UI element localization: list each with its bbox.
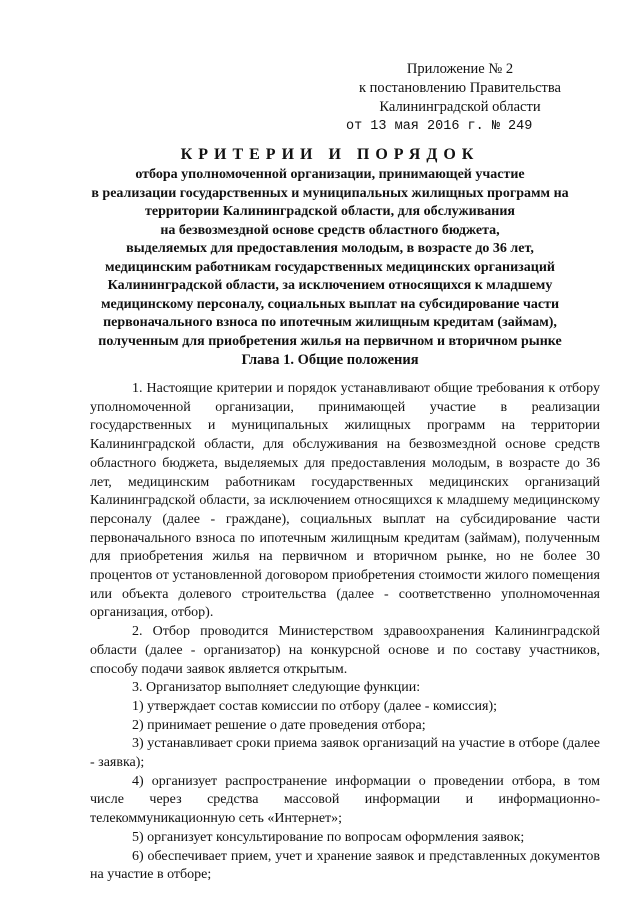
list-item: 6) обеспечивает прием, учет и хранение заявок и представленных документов на участие в отборе; [90, 848, 600, 883]
list-item: 2) принимает решение о дате проведения отбора; [132, 717, 426, 733]
paragraph: 3. Организатор выполняет следующие функции: [132, 680, 421, 696]
appendix-header [340, 60, 580, 136]
subtitle-line: медицинскому персоналу, социальных выплат на субсидирование части [100, 296, 560, 312]
appendix-region: Калининградской области [379, 99, 541, 115]
subtitle-line: отбора уполномоченной организации, принимающей участие [135, 167, 525, 182]
document-title: КРИТЕРИИ И ПОРЯДОК [180, 146, 480, 163]
subtitle-line: полученным для приобретения жилья на первичном и вторичном рынке [98, 333, 562, 349]
subtitle-line: первоначального взноса по ипотечным жилищным кредитам (займам), [103, 315, 557, 330]
list-item: 5) организует консультирование по вопросам оформления заявок; [132, 829, 525, 845]
subtitle-line: в реализации государственных и муниципальных жилищных программ на [91, 185, 569, 201]
list-item: 4) организует распространение информации о проведении отбора, в том числе через средства массовой информации и информационно-телекоммуникационную сеть «Интернет»; [90, 773, 600, 827]
chapter-title: Глава 1. Общие положения [241, 352, 419, 368]
document-title-block [70, 146, 590, 351]
document-subtitle [70, 166, 590, 351]
subtitle-line: выделяемых для предоставления молодым, в возрасте до 36 лет, [126, 241, 534, 256]
subtitle-line: Калининградской области, за исключением относящихся к младшему [107, 278, 553, 293]
paragraph: 1. Настоящие критерии и порядок устанавливают общие требования к отбору уполномоченной организации, принимающей участие в реализации государственных и муниципальных жилищных программ на территории Калининградской области, для обслуживания на безвозмездной основе средств областного бюджета, выделяемых для предоставления молодым, в возрасте до 36 лет, медицинским работникам государственных медицинских организаций Калининградской области, за исключением относящихся к младшему медицинскому персоналу (далее - граждане), социальных выплат на субсидирование части первоначального взноса по ипотечным жилищным кредитам (займам), полученным для приобретения жилья на первичном и вторичном рынке, но не более 30 процентов от установленной договором приобретения стоимости жилого помещения или объекта долевого строительства (далее - соответственно уполномоченная организация, отбор). [90, 381, 600, 621]
paragraph: 2. Отбор проводится Министерством здравоохранения Калининградской области (далее - организатор) на конкурсной основе и по составу участников, способу подачи заявок является открытым. [90, 624, 600, 677]
appendix-resolution: к постановлению Правительства [359, 80, 561, 96]
appendix-date: от 13 мая 2016 г. № 249 [346, 119, 533, 134]
document-body [90, 380, 600, 885]
subtitle-line: на безвозмездной основе средств областного бюджета, [160, 222, 500, 238]
appendix-number: Приложение № 2 [406, 61, 514, 77]
list-item: 3) устанавливает сроки приема заявок организаций на участие в отборе (далее - заявка); [90, 736, 600, 771]
subtitle-line: территории Калининградской области, для обслуживания [145, 204, 515, 219]
subtitle-line: медицинским работникам государственных медицинских организаций [105, 259, 555, 275]
list-item: 1) утверждает состав комиссии по отбору (далее - комиссия); [132, 698, 497, 714]
